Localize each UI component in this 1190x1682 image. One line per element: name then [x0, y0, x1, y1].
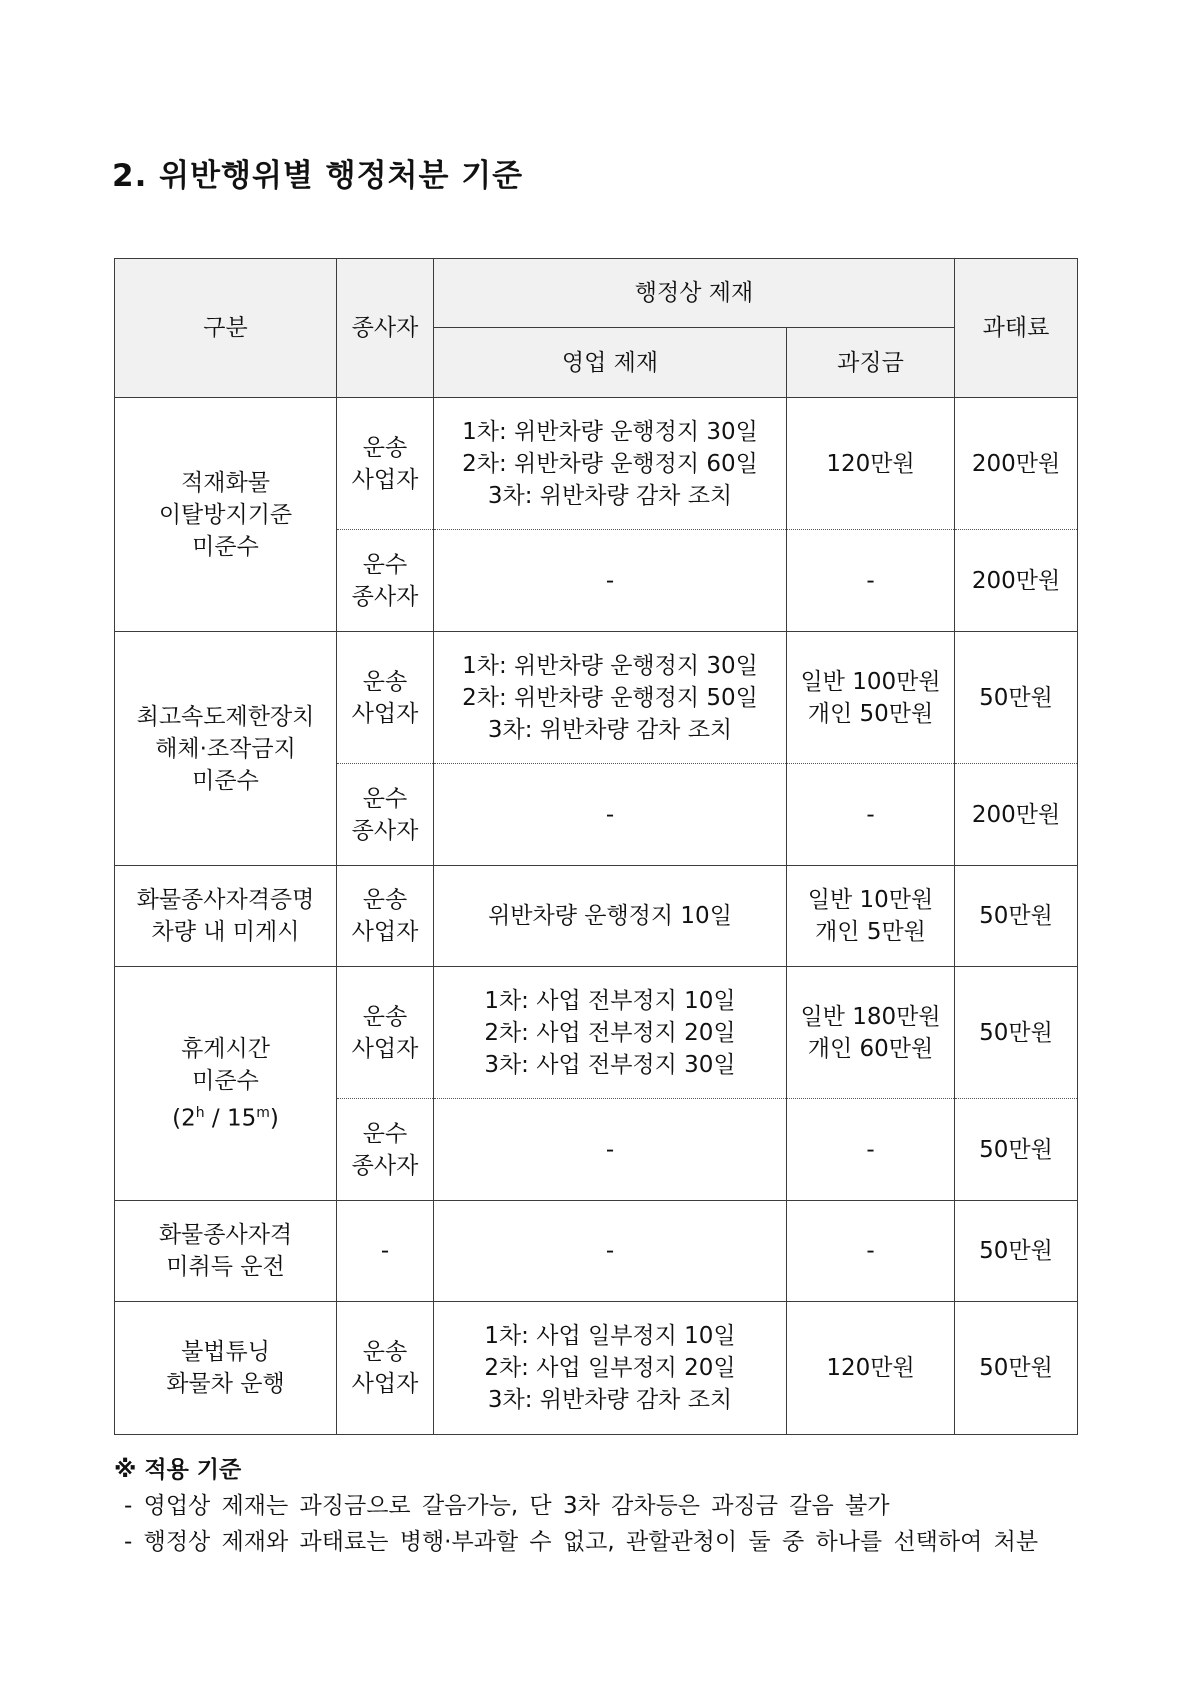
- fine-cell: 50만원: [955, 632, 1078, 764]
- business-sanction-cell: 위반차량 운행정지 10일: [434, 866, 787, 967]
- category-cell: 적재화물 이탈방지기준 미준수: [115, 398, 337, 632]
- worker-cell: 운수 종사자: [337, 764, 434, 866]
- rest-time-mid: / 15: [204, 1105, 257, 1132]
- fine-cell: 200만원: [955, 398, 1078, 530]
- application-notes: [114, 1452, 1094, 1560]
- business-sanction-cell: 1차: 사업 전부정지 10일 2차: 사업 전부정지 20일 3차: 사업 전부정지 30일: [434, 967, 787, 1099]
- surcharge-cell: 일반 180만원 개인 60만원: [787, 967, 955, 1099]
- surcharge-cell: -: [787, 764, 955, 866]
- surcharge-cell: 120만원: [787, 398, 955, 530]
- fine-cell: 50만원: [955, 1099, 1078, 1201]
- category-rest-time: [121, 1097, 330, 1135]
- header-worker: 종사자: [337, 259, 434, 398]
- business-sanction-cell: 1차: 위반차량 운행정지 30일 2차: 위반차량 운행정지 50일 3차: 위반차량 감차 조치: [434, 632, 787, 764]
- surcharge-cell: 120만원: [787, 1302, 955, 1435]
- worker-cell: 운수 종사자: [337, 1099, 434, 1201]
- header-category: 구분: [115, 259, 337, 398]
- business-sanction-cell: -: [434, 1099, 787, 1201]
- table-row: [115, 632, 1078, 764]
- table-row: [115, 398, 1078, 530]
- header-penalty-surcharge: 과징금: [787, 328, 955, 398]
- worker-cell: 운송 사업자: [337, 398, 434, 530]
- business-sanction-cell: -: [434, 1201, 787, 1302]
- worker-cell: 운송 사업자: [337, 1302, 434, 1435]
- worker-cell: 운송 사업자: [337, 967, 434, 1099]
- header-fine: 과태료: [955, 259, 1078, 398]
- fine-cell: 200만원: [955, 764, 1078, 866]
- fine-cell: 50만원: [955, 866, 1078, 967]
- surcharge-cell: -: [787, 530, 955, 632]
- category-line: 휴게시간: [181, 1035, 270, 1062]
- notes-item: - 영업상 제재는 과징금으로 갈음가능, 단 3차 감차등은 과징금 갈음 불가: [124, 1493, 890, 1519]
- surcharge-cell: -: [787, 1201, 955, 1302]
- notes-heading: ※ 적용 기준: [114, 1457, 242, 1483]
- rest-time-close: ): [269, 1105, 279, 1132]
- surcharge-cell: 일반 100만원 개인 50만원: [787, 632, 955, 764]
- worker-cell: 운송 사업자: [337, 632, 434, 764]
- worker-cell: -: [337, 1201, 434, 1302]
- business-sanction-cell: 1차: 위반차량 운행정지 30일 2차: 위반차량 운행정지 60일 3차: 위반차량 감차 조치: [434, 398, 787, 530]
- header-business-sanction: 영업 제재: [434, 328, 787, 398]
- hour-unit: h: [195, 1104, 205, 1121]
- category-line: 미준수: [192, 1067, 259, 1094]
- minute-unit: m: [256, 1104, 270, 1121]
- table-row: [115, 1302, 1078, 1435]
- page-title: 2. 위반행위별 행정처분 기준: [112, 158, 524, 194]
- business-sanction-cell: -: [434, 530, 787, 632]
- fine-cell: 50만원: [955, 1201, 1078, 1302]
- fine-cell: 50만원: [955, 1302, 1078, 1435]
- worker-cell: 운수 종사자: [337, 530, 434, 632]
- table-row: [115, 866, 1078, 967]
- rest-time-open: (2: [172, 1105, 196, 1132]
- category-cell: 화물종사자격증명 차량 내 미게시: [115, 866, 337, 967]
- notes-item: - 행정상 제재와 과태료는 병행·부과할 수 없고, 관할관청이 둘 중 하나를 선택하여 처분: [124, 1529, 1039, 1555]
- fine-cell: 50만원: [955, 967, 1078, 1099]
- table-row: [115, 967, 1078, 1099]
- category-cell: 화물종사자격 미취득 운전: [115, 1201, 337, 1302]
- table-row: [115, 1201, 1078, 1302]
- header-admin-sanction: 행정상 제재: [434, 259, 955, 328]
- category-cell: 불법튜닝 화물차 운행: [115, 1302, 337, 1435]
- business-sanction-cell: 1차: 사업 일부정지 10일 2차: 사업 일부정지 20일 3차: 위반차량 감차 조치: [434, 1302, 787, 1435]
- sanction-table: [114, 258, 1078, 1435]
- surcharge-cell: -: [787, 1099, 955, 1201]
- worker-cell: 운송 사업자: [337, 866, 434, 967]
- surcharge-cell: 일반 10만원 개인 5만원: [787, 866, 955, 967]
- category-cell: 최고속도제한장치 해체·조작금지 미준수: [115, 632, 337, 866]
- business-sanction-cell: -: [434, 764, 787, 866]
- fine-cell: 200만원: [955, 530, 1078, 632]
- category-cell: [115, 967, 337, 1201]
